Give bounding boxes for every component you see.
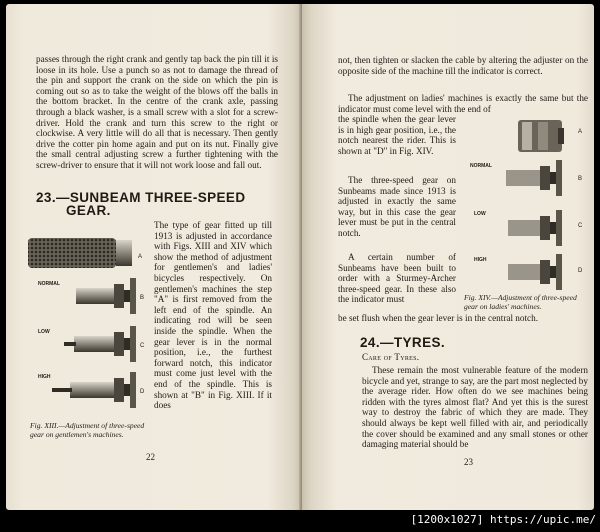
fig14-label-normal: NORMAL [470, 163, 492, 169]
right-paragraph-5: These remain the most vulnerable feature of the modern bicycle and yet, strange to say, are the part most neglected by the average rider. How often do we see machines being ridden with the tyres almost flat? And yet this is the surest way to destroy the fabric of which they are made. They should always be kept well filled with air, and periodically the cover should be examined and any small stones or other damaging material should be [362, 365, 588, 450]
left-paragraph-2: The type of gear fitted up till 1913 is adjusted in accordance with Figs. XIII and XIV which show the method of adjustment for gentlemen's and ladies' bicycles respectively. On gentlemen's machines the step "A" is first removed from the left end of the spindle. An indicating rod will be seen inside the spindle. When the gear lever is in the normal position, i.e., the furthest forward notch, this indicator must come just level with the end of the spindle. This is shown at "B" in Fig. XIII. If it does [154, 220, 272, 411]
left-paragraph-1: passes through the right crank and gently tap back the pin till it is loose in its hole. Use a punch so as not to damage the thread of the pin and support the crank on the side on which the pin is coming out so as to take the weight of the blows off the balls in the bottom bracket. In the centre of the crank axle, passing through a black washer, is a small screw with a slot for a screw-driver. Hold the crank and turn this screw to the right or clockwise. A very little will do all that is necessary. Then gently drive the cotter pin home again and put on its nut. Finally give the small central adjusting screw a further tightening with the screw-driver to ensure that it will not work loose and fall out. [36, 54, 278, 170]
figure-xiv-caption: Fig. XIV.—Adjustment of three-speed gear on ladies' machines. [464, 293, 577, 311]
fig13-label-high: HIGH [38, 374, 51, 380]
figure-xiii [18, 234, 154, 414]
figure-xiii-caption: Fig. XIII.—Adjustment of three-speed gear on gentlemen's machines. [30, 421, 145, 439]
section-heading-23: 23.—SUNBEAM THREE-SPEED [36, 190, 246, 205]
spindle-c-ladies [508, 220, 542, 236]
fig14-letter-c: C [578, 223, 583, 229]
fig13-label-low: LOW [38, 329, 50, 335]
left-page-number: 22 [146, 452, 155, 462]
fig14-letter-d: D [578, 268, 583, 274]
right-paragraph-2-wrap: the spindle when the gear lever is in high gear position, i.e., the notch nearest the rider. This is shown at "D" in Fig. XIV. [338, 114, 456, 156]
fig14-label-low: LOW [474, 211, 486, 217]
spindle-b [76, 288, 118, 304]
fig13-letter-c: C [140, 343, 145, 349]
spindle-d [70, 382, 118, 398]
fig13-letter-a: A [138, 254, 143, 260]
spindle-b-ladies [506, 170, 542, 186]
section-heading-24: 24.—TYRES. [360, 335, 446, 350]
fig13-letter-b: B [140, 295, 145, 301]
left-page [6, 4, 302, 510]
right-paragraph-1: not, then tighten or slacken the cable by altering the adjuster on the opposite side of the machine till the indicator is correct. [338, 55, 588, 76]
right-paragraph-4-full: be set flush when the gear lever is in the central notch. [338, 313, 539, 323]
knurled-step-a [28, 238, 116, 268]
book-spread [6, 4, 594, 510]
fig13-label-normal: NORMAL [38, 281, 60, 287]
right-paragraph-3: The three-speed gear on Sunbeams made since 1913 is adjusted in exactly the same way, but in this case the gear lever must be put in the central notch. [338, 175, 456, 238]
fig14-letter-b: B [578, 176, 583, 182]
section-heading-23-cont: GEAR. [66, 203, 111, 218]
right-paragraph-4: A certain number of Sunbeams have been built to order with a Sturmey-Archer three-speed gear. In these also the indicator must [338, 252, 456, 305]
fig13-letter-d: D [140, 389, 145, 395]
fig14-letter-a: A [578, 129, 583, 135]
spindle-c [74, 336, 118, 352]
fig14-label-high: HIGH [474, 257, 487, 263]
subheading-care-of-tyres: Care of Tyres. [362, 352, 420, 362]
spindle-d-ladies [508, 264, 542, 280]
right-paragraph-2-full: The adjustment on ladies' machines is exactly the same but the indicator must come level with the end of [338, 93, 588, 114]
figure-xiv [498, 114, 582, 292]
right-page-number: 23 [464, 457, 473, 467]
right-page [302, 4, 594, 510]
watermark-text: [1200x1027] https://upic.me/ [410, 513, 596, 526]
